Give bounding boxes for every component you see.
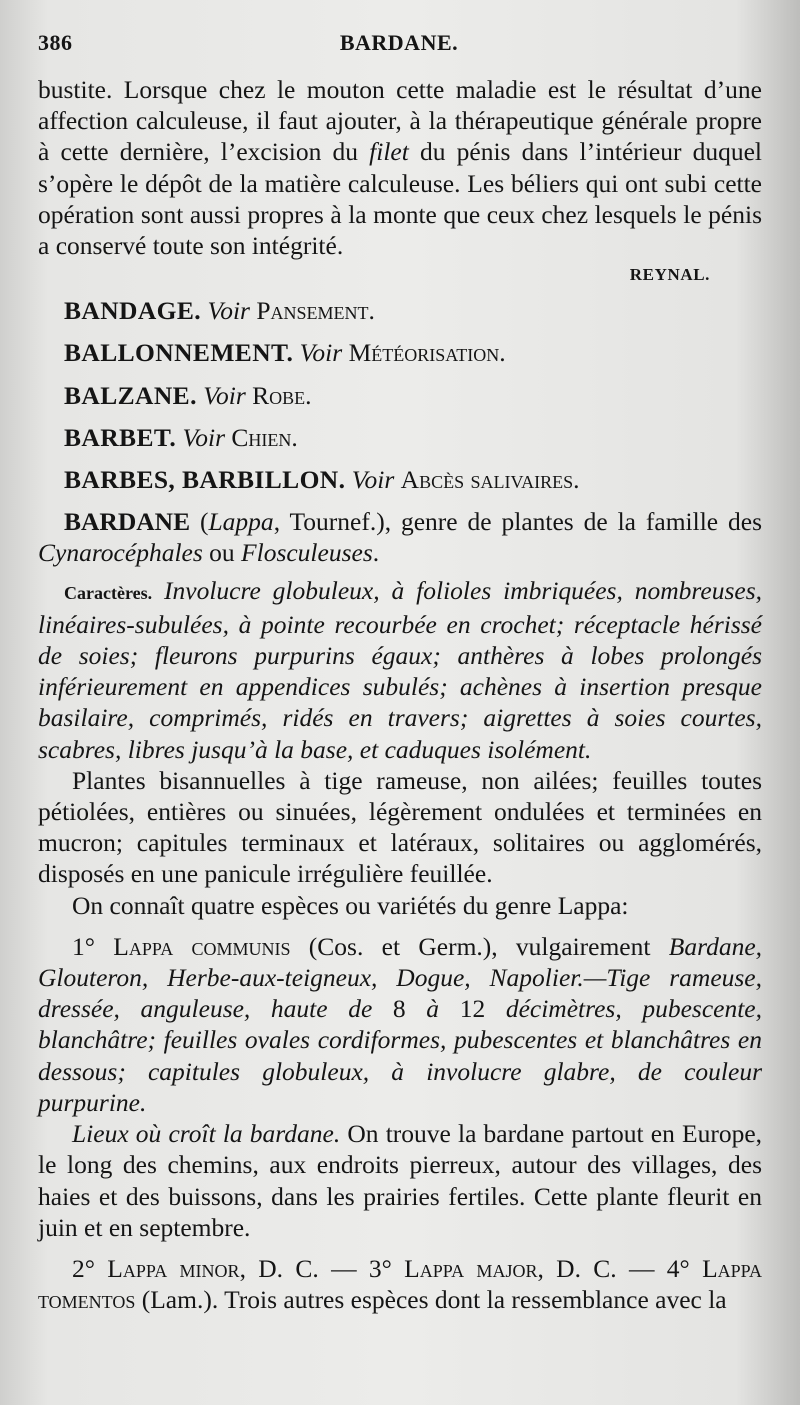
paragraph-especes: On connaît quatre espèces ou variétés du genre Lappa: (72, 890, 629, 920)
entry-bandage: BANDAGE. Voir Pansement. (64, 296, 375, 326)
paragraph-lappa-communis: 1° Lappa communis (Cos. et Germ.), vulgairement Bardane, Glouteron, Herbe-aux-teigneux, Dogue, Napolier.—Tige rameuse, dressée, anguleuse, haute de 8 à 12 décimètres, pubescente, blanchâtre; feuilles ovales cordiformes, pubescentes et blanchâtres en dessous; capitules globuleux, à involucre glabre, de couleur purpurine. (38, 931, 763, 1117)
paragraph-bustite: bustite. Lorsque chez le mouton cette maladie est le résultat d’une affection calculeuse, il faut ajouter, à la thérapeutique générale propre à cette dernière, l’excision du filet du pénis dans l’intérieur duquel s’opère le dépôt de la matière calculeuse. Les béliers qui ont subi cette opération sont aussi propres à la monte que ceux chez lesquels le pénis a conservé toute son intégrité. (38, 75, 762, 261)
page-body (38, 74, 762, 1315)
paragraph-plantes: Plantes bisannuelles à tige rameuse, non ailées; feuilles toutes pétiolées, entières ou sinuées, légèrement ondulées et terminées en mucron; capitules terminaux et latéraux, solitaires ou agglomérés, disposés en une panicule irrégulière feuillée. (38, 765, 762, 889)
running-head (38, 30, 760, 62)
author-signature: REYNAL. (629, 265, 710, 285)
entry-ballonnement: BALLONNEMENT. Voir Météorisation. (64, 338, 506, 368)
paragraph-other-species: 2° Lappa minor, D. C. — 3° Lappa major, D. C. — 4° Lappa tomentos (Lam.). Trois autres espèces dont la ressemblance avec la (38, 1253, 763, 1315)
entry-balzane: BALZANE. Voir Robe. (64, 380, 312, 410)
filet-term: filet (369, 137, 409, 167)
paragraph-lieux: Lieux où croît la bardane. On trouve la bardane partout en Europe, le long des chemins, aux endroits pierreux, autour des villages, des haies et des buissons, dans les prairies fertiles. Cette plante fleurit en juin et en septembre. (38, 1119, 763, 1242)
page-number: 386 (38, 30, 73, 55)
entry-barbes: BARBES, BARBILLON. Voir Abcès salivaires. (64, 465, 580, 495)
paragraph-caracteres: Caractères. Involucre globuleux, à folioles imbriquées, nombreuses, linéaires-subulées, à pointe recourbée en crochet; réceptacle hérissé de soies; fleurons purpurins égaux; anthères à lobes prolongés inférieurement en appendices subulés; achènes à insertion presque basilaire, comprimés, ridés en travers; aigrettes à soies courtes, scabres, libres jusqu’à la base, et caduques isolément. (38, 575, 762, 764)
entry-bardane: BARDANE (Lappa, Tournef.), genre de plantes de la famille des Cynarocéphales ou Flosculeuses. (38, 507, 763, 568)
entry-barbet: BARBET. Voir Chien. (64, 422, 298, 452)
header-title: BARDANE. (339, 30, 459, 55)
